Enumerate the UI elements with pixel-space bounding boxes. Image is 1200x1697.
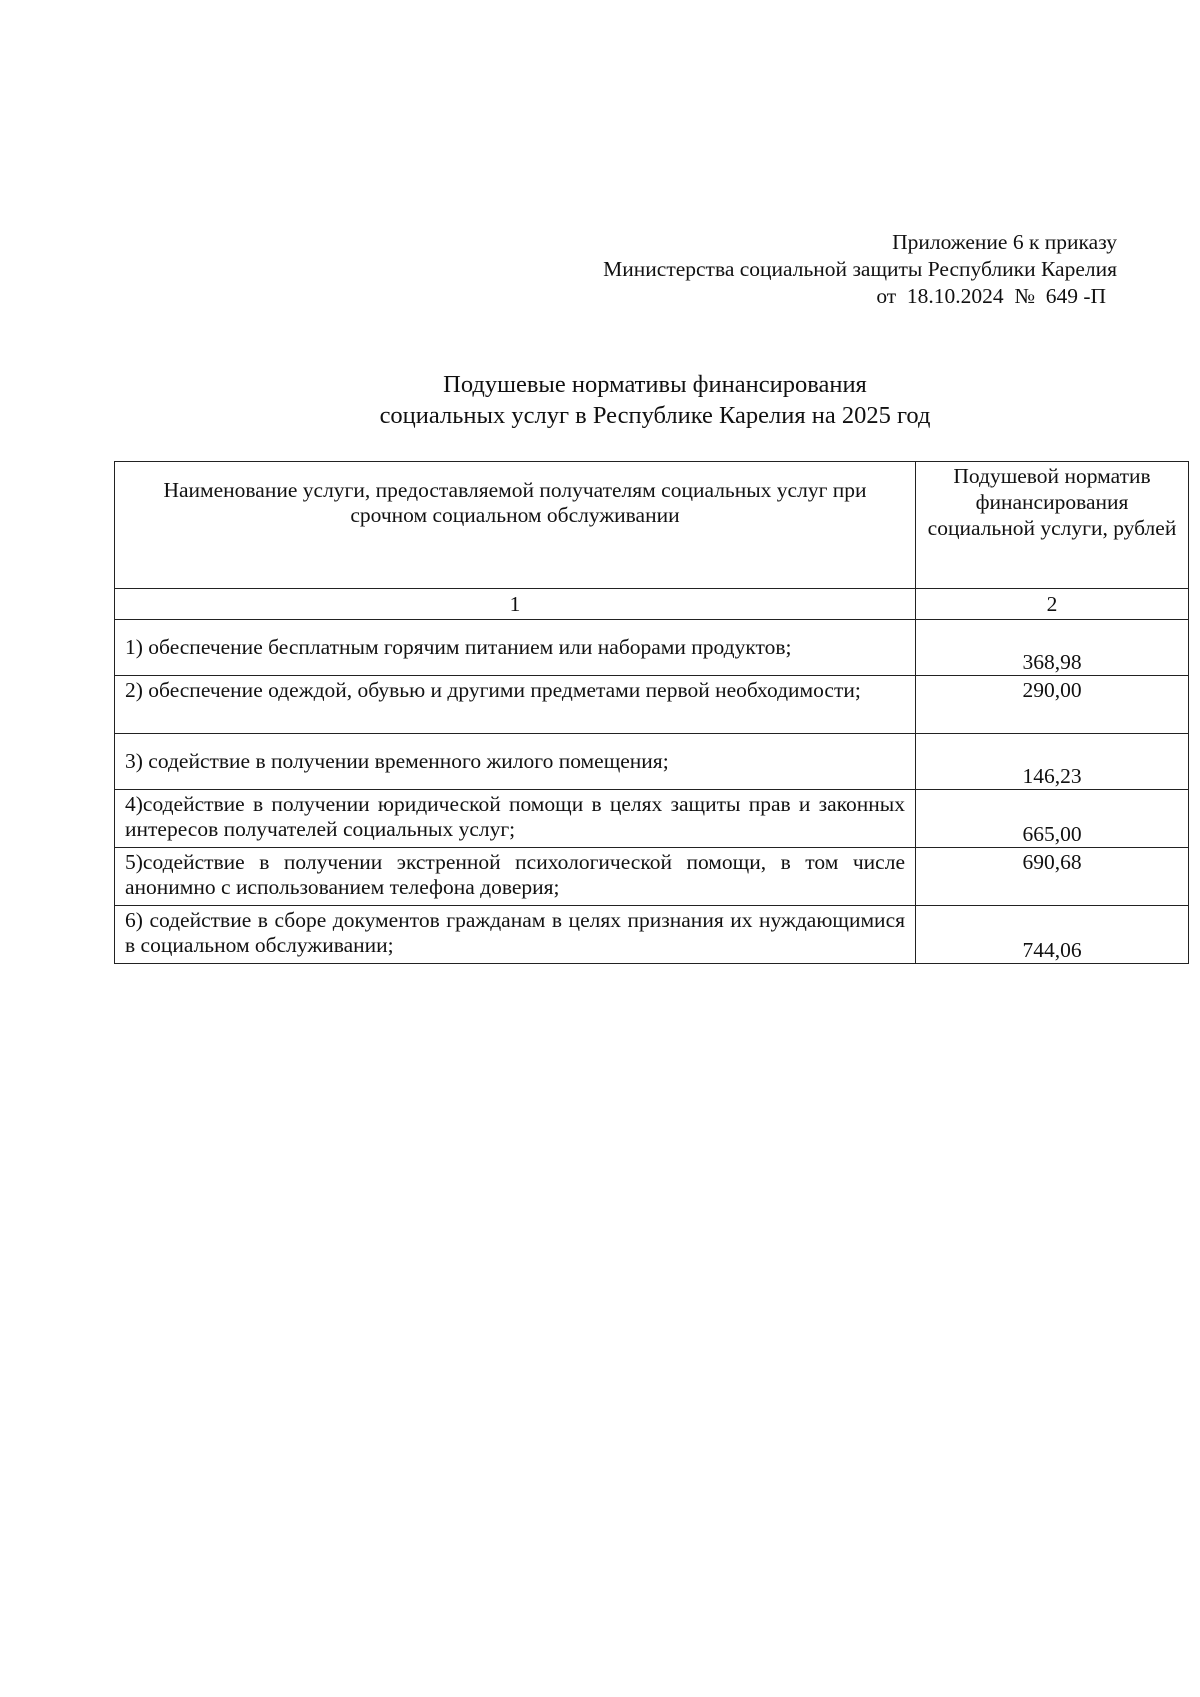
annex-line-2: Министерства социальной защиты Республики Карелия [603,257,1117,281]
norm-value-cell: 690,68 [916,848,1189,906]
title-line-1: Подушевые нормативы финансирования [443,371,867,398]
service-name-cell: 6) содействие в сборе документов гражданам в целях признания их нуждающимися в социальном обслуживании; [115,906,916,964]
service-name-cell: 4)содействие в получении юридической помощи в целях защиты прав и законных интересов получателей социальных услуг; [115,790,916,848]
norm-value-cell: 665,00 [916,790,1189,848]
annex-line-1: Приложение 6 к приказу [892,230,1117,254]
table-row [115,734,1189,790]
annex-line-3 [603,283,1106,310]
table-row [115,906,1189,964]
service-name-cell: 3) содействие в получении временного жилого помещения; [115,734,916,790]
header-norm-value: Подушевой норматив финансирования социальной услуги, рублей [916,462,1189,589]
service-name-cell: 5)содействие в получении экстренной психологической помощи, в том числе анонимно с использованием телефона доверия; [115,848,916,906]
norm-value-cell: 146,23 [916,734,1189,790]
column-number-2: 2 [916,589,1189,620]
title-line-2: социальных услуг в Республике Карелия на 2025 год [379,402,931,429]
table-row [115,620,1189,676]
norms-table [114,461,1189,964]
document-title [0,369,1200,431]
norm-value-cell: 290,00 [916,676,1189,734]
service-name-cell: 2) обеспечение одеждой, обувью и другими предметами первой необходимости; [115,676,916,734]
table-row [115,790,1189,848]
norm-value-cell: 368,98 [916,620,1189,676]
column-number-1: 1 [115,589,916,620]
norm-value-cell: 744,06 [916,906,1189,964]
annex-header [603,229,1117,310]
table-row [115,848,1189,906]
service-name-cell: 1) обеспечение бесплатным горячим питанием или наборами продуктов; [115,620,916,676]
annex-line-3-text: от 18.10.2024 № 649 -П [876,284,1106,308]
table-header-row [115,462,1189,589]
column-number-row [115,589,1189,620]
header-service-name: Наименование услуги, предоставляемой получателям социальных услуг при срочном социальном обслуживании [115,462,916,589]
table-row [115,676,1189,734]
